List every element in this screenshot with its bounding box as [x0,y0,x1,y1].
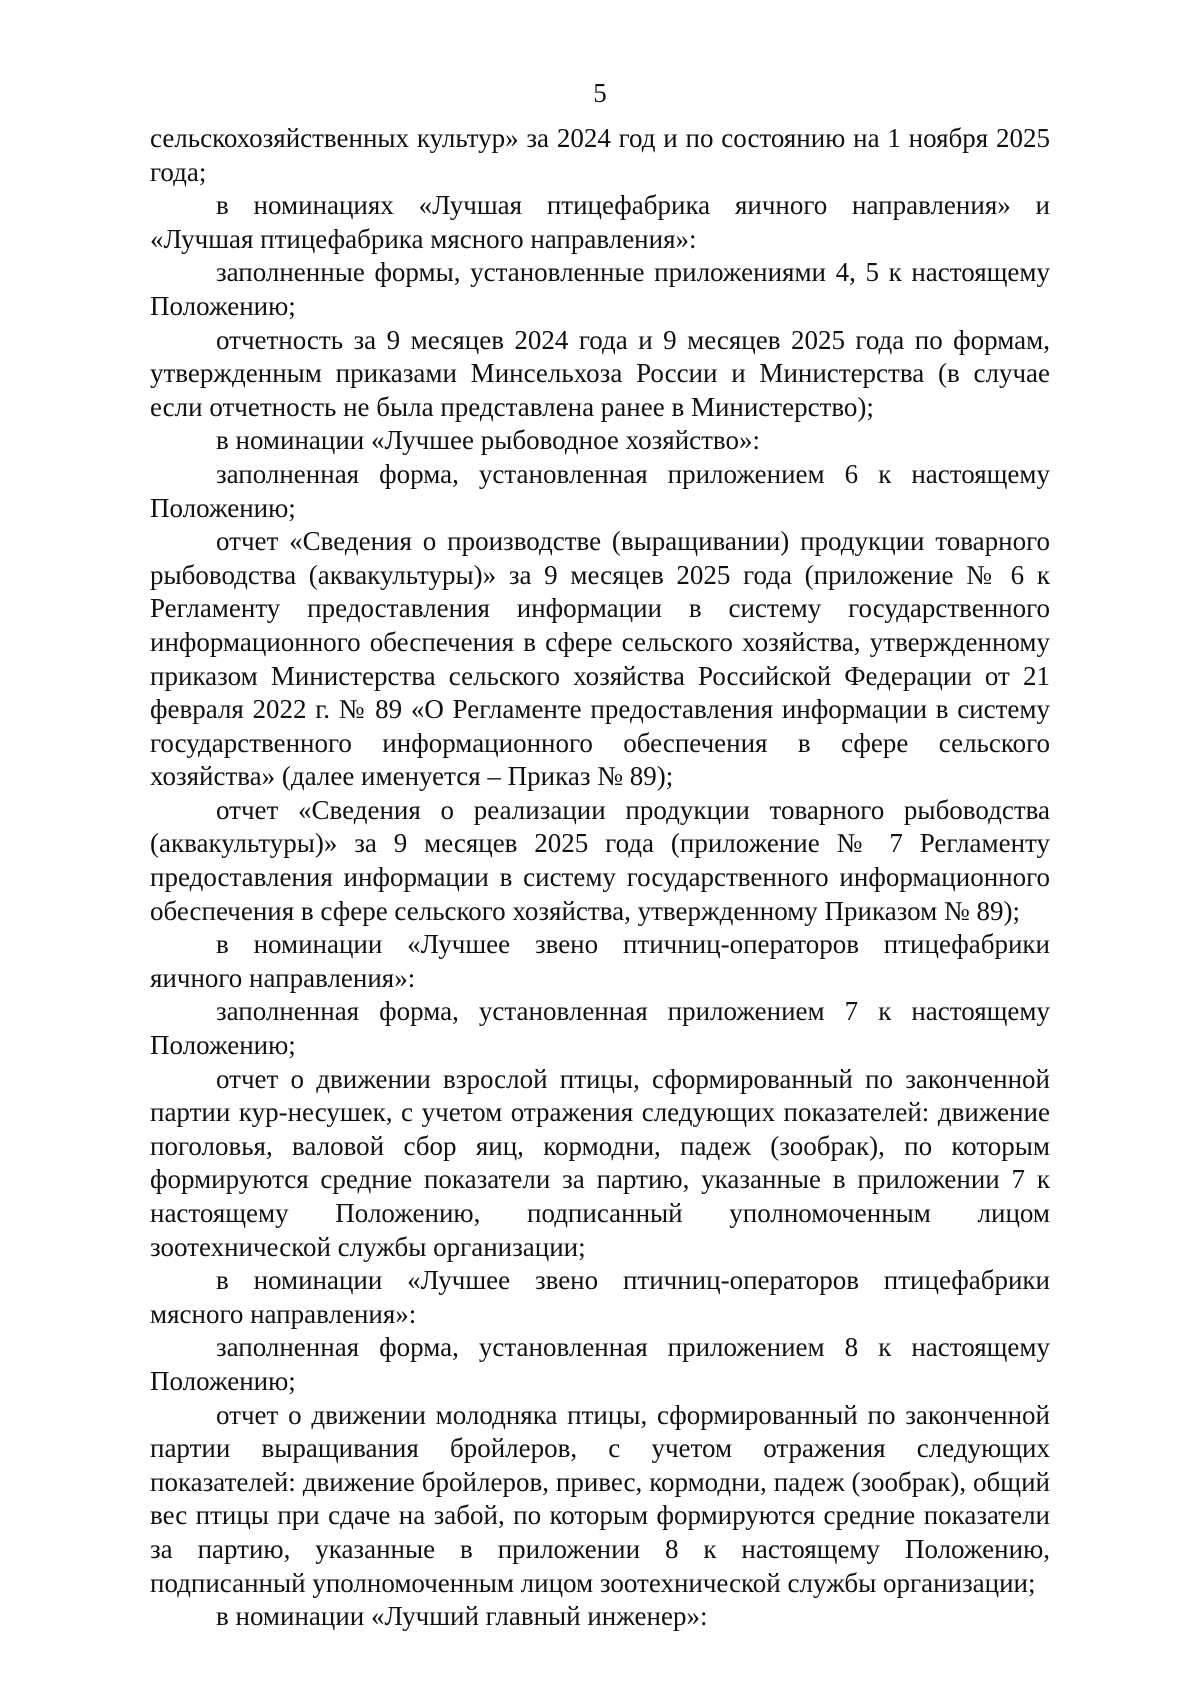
paragraph: заполненная форма, установленная приложением 8 к настоящему Положению; [150,1332,1050,1396]
paragraph: отчет «Сведения о реализации продукции товарного рыбоводства (аквакультуры)» за 9 месяцев 2025 года (приложение № 7 Регламенту предоставления информации в систему государственного информационного обеспечения в сфере сельского хозяйства, утвержденному Приказом № 89); [150,794,1050,926]
paragraph: в номинации «Лучший главный инженер»: [216,1601,708,1632]
paragraph: заполненная форма, установленная приложением 7 к настоящему Положению; [150,996,1050,1061]
paragraph: сельскохозяйственных культур» за 2024 год и по состоянию на 1 ноября 2025 года; [150,123,1050,187]
paragraph: в номинациях «Лучшая птицефабрика яичного направления» и «Лучшая птицефабрика мясного направления»: [150,190,1050,254]
paragraph: в номинации «Лучшее рыбоводное хозяйство»: [216,425,760,456]
paragraph: отчет «Сведения о производстве (выращивании) продукции товарного рыбоводства (аквакультуры)» за 9 месяцев 2025 года (приложение № 6 к Регламенту предоставления информации в систему государственного информационного обеспечения в сфере сельского хозяйства, утвержденному приказом Министерства сельского хозяйства Российской Федерации от 21 февраля 2022 г. № 89 «О Регламенте предоставления информации в систему государственного информационного обеспечения в сфере сельского хозяйства» (далее именуется – Приказ № 89); [150,526,1050,792]
paragraph: отчетность за 9 месяцев 2024 года и 9 месяцев 2025 года по формам, утвержденным приказами Минсельхоза России и Министерства (в случае если отчетность не была представлена ранее в Министерство); [150,324,1050,422]
document-body [150,122,1050,1634]
paragraph: отчет о движении молодняка птицы, сформированный по законченной партии выращивания бройлеров, с учетом отражения следующих показателей: движение бройлеров, привес, кормодни, падеж (зообрак), общий вес птицы при сдаче на забой, по которым формируются средние показатели за партию, указанные в приложении 8 к настоящему Положению, подписанный уполномоченным лицом зоотехнической службы организации; [150,1399,1050,1598]
paragraph: заполненные формы, установленные приложениями 4, 5 к настоящему Положению; [150,257,1050,321]
paragraph: отчет о движении взрослой птицы, сформированный по законченной партии кур-несушек, с учетом отражения следующих показателей: движение поголовья, валовой сбор яиц, кормодни, падеж (зообрак), по которым формируются средние показатели за партию, указанные в приложении 7 к настоящему Положению, подписанный уполномоченным лицом зоотехнической службы организации; [150,1063,1050,1262]
page-number: 5 [593,78,607,108]
paragraph: заполненная форма, установленная приложением 6 к настоящему Положению; [150,458,1050,523]
paragraph: в номинации «Лучшее звено птичниц-операторов птицефабрики мясного направления»: [150,1265,1050,1329]
paragraph: в номинации «Лучшее звено птичниц-операторов птицефабрики яичного направления»: [150,929,1050,993]
